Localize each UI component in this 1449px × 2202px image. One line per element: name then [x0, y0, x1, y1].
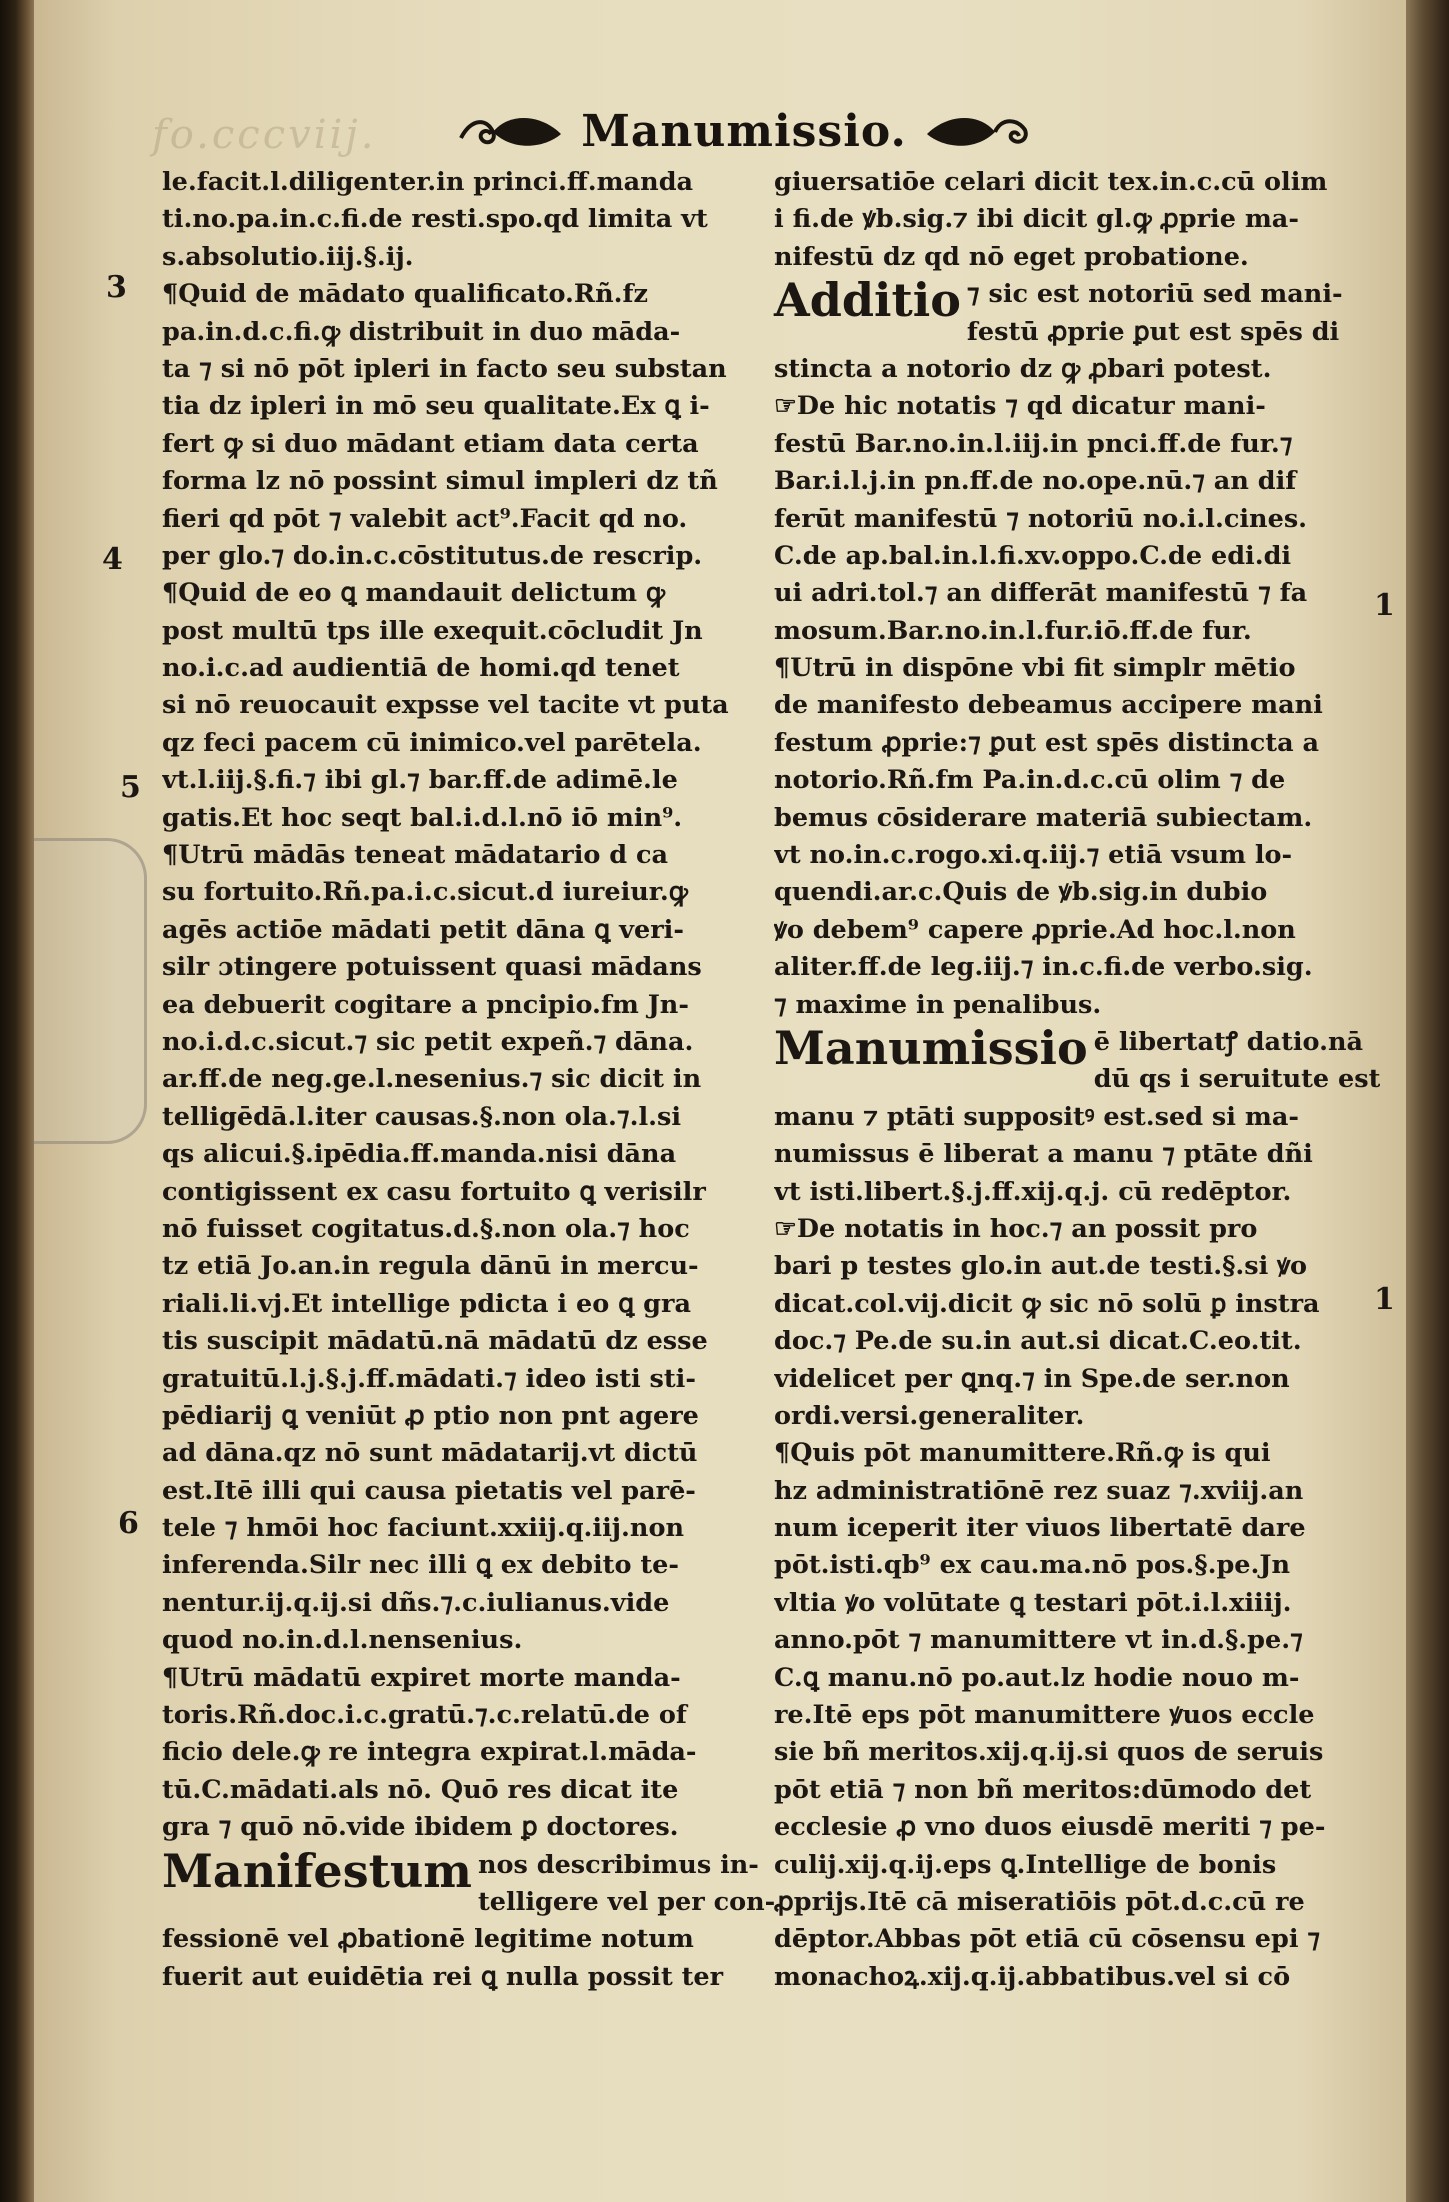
text-line: nō fuisset cogitatus.d.§.non ola.⁊ hoc [162, 1213, 690, 1244]
text-line: hz administratiōnē rez suaz ⁊.xviij.an [774, 1475, 1304, 1506]
text-line: dicat.col.vij.dicit ꝙ sic nō solū ꝑ instra [774, 1288, 1320, 1319]
manumissio-heading-block [774, 1021, 1381, 1099]
text-line: ¶Utrū in dispōne vbi fit simplr mētio [774, 653, 1296, 684]
text-line: pōt.isti.qb⁹ ex cau.ma.nō pos.§.pe.Jn [774, 1550, 1290, 1581]
text-line: vt no.in.c.rogo.xi.q.iij.⁊ etiā vsum lo- [774, 840, 1293, 871]
text-line: nentur.ij.q.ij.si dñs.⁊.c.iulianus.vide [162, 1587, 670, 1618]
text-line: quod no.in.d.l.nensenius. [162, 1625, 523, 1656]
text-line: vt isti.libert.§.j.ff.xij.q.j. cū redēptor. [774, 1176, 1292, 1207]
text-line: vt.l.iij.§.fi.⁊ ibi gl.⁊ bar.ff.de adimē.le [162, 765, 678, 796]
text-line: nifestū dz qd nō eget probatione. [774, 241, 1249, 272]
text-line: nos describimus in- [477, 1849, 759, 1880]
running-head-title: Manumissio. [581, 105, 907, 157]
text-line: pēdiarij ꝗ veniūt ꝓ ptio non pnt agere [162, 1400, 699, 1431]
text-line: aliter.ff.de leg.iij.⁊ in.c.fi.de verbo.sig. [774, 952, 1313, 983]
manifestum-heading: Manifestum [162, 1843, 472, 1898]
text-line: stincta a notorio dz ꝙ ꝓbari potest. [774, 353, 1272, 384]
text-line: C.ꝗ manu.nō po.aut.lz hodie nouo m- [774, 1662, 1300, 1693]
text-line: mosum.Bar.no.in.l.fur.iō.ff.de fur. [774, 615, 1252, 646]
text-line: pa.in.d.c.fi.ꝙ distribuit in duo māda- [162, 316, 681, 347]
right-flourish-icon [921, 108, 1031, 154]
text-line: ad dāna.qz nō sunt mādatarij.vt dictū [162, 1438, 698, 1469]
text-line: fuerit aut euidētia rei ꝗ nulla possit ter [162, 1961, 724, 1992]
text-line: ea debuerit cogitare a pncipio.fm Jn- [162, 989, 689, 1020]
text-line: telligēdā.l.iter causas.§.non ola.⁊.l.si [162, 1101, 682, 1132]
text-line: dū qs i seruitute est [1093, 1064, 1381, 1095]
manifestum-heading-block [162, 1843, 776, 1922]
text-line: fessionē vel ꝓbationē legitime notum [162, 1924, 694, 1955]
text-line: silr ɔtingere potuissent quasi mādans [162, 952, 702, 983]
text-line: qs alicui.§.ipēdia.ff.manda.nisi dāna [162, 1139, 677, 1170]
text-line: monachoꝝ.xij.q.ij.abbatibus.vel si cō [774, 1961, 1291, 1992]
additio-heading: Additio [774, 273, 961, 328]
text-line: s.absolutio.iij.§.ij. [162, 241, 414, 272]
margin-number-right-2: 1 [1374, 1282, 1395, 1317]
text-line: de manifesto debeamus accipere mani [774, 690, 1323, 721]
text-line: tia dz ipleri in mō seu qualitate.Ex ꝗ i- [162, 391, 710, 422]
text-line: num iceperit iter viuos libertatē dare [774, 1513, 1306, 1544]
text-line: agēs actiōe mādati petit dāna ꝗ veri- [162, 914, 684, 945]
text-line: festū ꝓprie ꝑut est spēs di [966, 316, 1340, 347]
text-line: ¶Quis pōt manumittere.Rñ.ꝙ is qui [774, 1438, 1271, 1469]
running-head [434, 96, 1054, 166]
text-line: telligere vel per con- [477, 1886, 776, 1917]
left-column [162, 164, 776, 1996]
book-page [34, 0, 1406, 2202]
bleed-through-folio: fo.cccviij. [152, 112, 377, 158]
text-line: toris.Rñ.doc.i.c.gratū.⁊.c.relatū.de of [162, 1700, 687, 1731]
text-line: i fi.de ꝟb.sig.⁊ ibi dicit gl.ꝙ ꝓprie ma- [774, 204, 1299, 235]
text-line: Bar.i.l.j.in pn.ff.de no.ope.nū.⁊ an dif [774, 466, 1297, 497]
text-line: inferenda.Silr nec illi ꝗ ex debito te- [162, 1550, 679, 1581]
text-line: su fortuito.Rñ.pa.i.c.sicut.d iureiur.ꝙ [162, 877, 688, 908]
text-line: vltia ꝟo volūtate ꝗ testari pōt.i.l.xiiij. [774, 1587, 1292, 1618]
text-line: ficio dele.ꝙ re integra expirat.l.māda- [162, 1737, 697, 1768]
left-flourish-icon [457, 108, 567, 154]
text-line: ecclesie ꝓ vno duos eiusdē meriti ⁊ pe- [774, 1812, 1326, 1843]
text-line: ¶Quid de mādato qualificato.Rñ.fz [162, 279, 648, 310]
text-line: ui adri.tol.⁊ an differāt manifestū ⁊ fa [774, 578, 1308, 609]
text-line: sie bñ meritos.xij.q.ij.si quos de seruis [774, 1737, 1324, 1768]
text-line: notorio.Rñ.fm Pa.in.d.c.cū olim ⁊ de [774, 765, 1286, 796]
page-edge [1406, 0, 1449, 2202]
text-line: numissus ē liberat a manu ⁊ ptāte dñi [774, 1139, 1313, 1170]
margin-number-right-1: 1 [1374, 588, 1395, 623]
text-line: C.de ap.bal.in.l.fi.xv.oppo.C.de edi.di [774, 540, 1292, 571]
margin-number-6: 6 [118, 1506, 139, 1541]
text-line: ferūt manifestū ⁊ notoriū no.i.l.cines. [774, 503, 1308, 534]
text-line: ¶Quid de eo ꝗ mandauit delictum ꝙ [162, 578, 666, 609]
right-column [774, 164, 1381, 1996]
text-line: ⁊ maxime in penalibus. [774, 989, 1102, 1020]
text-line: tis suscipit mādatū.nā mādatū dz esse [162, 1326, 708, 1357]
text-line: ar.ff.de neg.ge.l.nesenius.⁊ sic dicit in [162, 1064, 702, 1095]
text-line: ☞De hic notatis ⁊ qd dicatur mani- [774, 391, 1266, 422]
text-line: culij.xij.q.ij.eps ꝗ.Intellige de bonis [774, 1849, 1277, 1880]
text-line: post multū tps ille exequit.cōcludit Jn [162, 615, 703, 646]
text-line: le.facit.l.diligenter.in princi.ff.manda [162, 167, 694, 197]
text-line: ordi.versi.generaliter. [774, 1400, 1085, 1431]
margin-number-3: 3 [106, 270, 127, 305]
text-line: re.Itē eps pōt manumittere ꝟuos eccle [774, 1700, 1315, 1731]
text-line: festū Bar.no.in.l.iij.in pnci.ff.de fur.⁊ [774, 428, 1293, 459]
text-line: ꝓprijs.Itē cā miseratiōis pōt.d.c.cū re [774, 1887, 1305, 1917]
text-line: pōt etiā ⁊ non bñ meritos:dūmodo det [774, 1774, 1312, 1805]
text-line: gatis.Et hoc seqt bal.i.d.l.nō iō min⁹. [162, 802, 683, 833]
text-line: tz etiā Jo.an.in regula dānū in mercu- [162, 1251, 699, 1282]
text-line: forma lz nō possint simul impleri dz tñ [162, 466, 718, 497]
text-line: per glo.⁊ do.in.c.cōstitutus.de rescrip. [162, 540, 703, 571]
text-line: bari p testes glo.in aut.de testi.§.si ꝟo [774, 1251, 1308, 1282]
text-line: ⁊ sic est notoriū sed mani- [966, 279, 1343, 310]
text-line: no.i.d.c.sicut.⁊ sic petit expeñ.⁊ dāna. [162, 1026, 694, 1057]
text-line: ē libertatꝭ datio.nā [1093, 1027, 1364, 1057]
text-line: festum ꝓprie:⁊ ꝑut est spēs distincta a [774, 727, 1319, 758]
book-spine [0, 0, 34, 2202]
text-line: ꝟo debem⁹ capere ꝓprie.Ad hoc.l.non [774, 914, 1296, 945]
text-line: tele ⁊ hmōi hoc faciunt.xxiij.q.iij.non [162, 1513, 684, 1544]
manumissio-heading: Manumissio [774, 1021, 1088, 1075]
text-line: dēptor.Abbas pōt etiā cū cōsensu epi ⁊ [774, 1924, 1321, 1955]
text-line: ¶Utrū mādatū expiret morte manda- [162, 1662, 681, 1693]
text-line: ta ⁊ si nō pōt ipleri in facto seu substan [162, 353, 727, 384]
text-line: gra ⁊ quō nō.vide ibidem ꝑ doctores. [162, 1812, 679, 1843]
text-line: ¶Utrū mādās teneat mādatario d ca [162, 840, 669, 871]
text-line: fieri qd pōt ⁊ valebit act⁹.Facit qd no. [162, 503, 688, 534]
text-line: si nō reuocauit expsse vel tacite vt puta [162, 690, 729, 721]
text-line: fert ꝙ si duo mādant etiam data certa [162, 428, 699, 459]
text-line: quendi.ar.c.Quis de ꝟb.sig.in dubio [774, 877, 1268, 908]
text-line: ti.no.pa.in.c.fi.de resti.spo.qd limita vt [162, 204, 708, 235]
text-line: videlicet per ꝗnq.⁊ in Spe.de ser.non [774, 1363, 1290, 1394]
text-line: contigissent ex casu fortuito ꝗ verisilr [162, 1176, 706, 1207]
text-line: giuersatiōe celari dicit tex.in.c.cū olim [774, 167, 1328, 197]
additio-heading-block [774, 273, 1343, 351]
text-line: gratuitū.l.j.§.j.ff.mādati.⁊ ideo isti sti- [162, 1363, 696, 1394]
text-line: riali.li.vj.Et intellige pdicta i eo ꝗ gra [162, 1288, 691, 1319]
text-line: tū.C.mādati.als nō. Quō res dicat ite [162, 1774, 679, 1805]
margin-number-5: 5 [120, 770, 141, 805]
text-line: bemus cōsiderare materiā subiectam. [774, 802, 1313, 833]
text-line: anno.pōt ⁊ manumittere vt in.d.§.pe.⁊ [774, 1625, 1303, 1656]
text-line: manu ⁊ ptāti suppositꝰ est.sed si ma- [774, 1101, 1299, 1132]
text-line: doc.⁊ Pe.de su.in aut.si dicat.C.eo.tit. [774, 1326, 1302, 1357]
text-line: ☞De notatis in hoc.⁊ an possit pro [774, 1213, 1258, 1244]
text-line: qz feci pacem cū inimico.vel parētela. [162, 727, 702, 758]
text-line: est.Itē illi qui causa pietatis vel parē- [162, 1475, 696, 1506]
page-clip-shadow [34, 838, 147, 1144]
text-line: no.i.c.ad audientiā de homi.qd tenet [162, 653, 680, 684]
margin-number-4: 4 [102, 542, 123, 577]
